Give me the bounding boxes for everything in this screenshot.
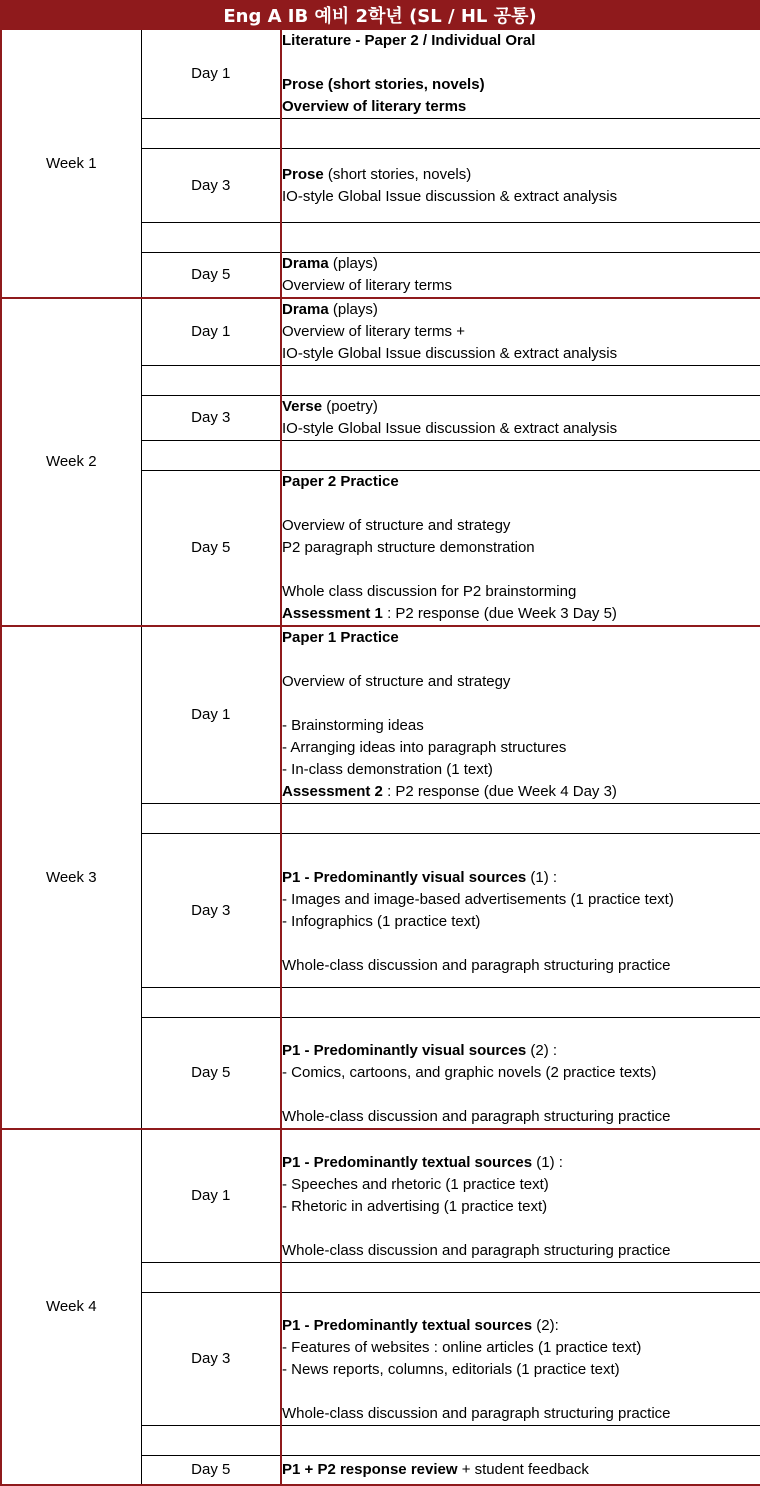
day-label: Day 5 [141,1456,281,1485]
content-line [282,1337,760,1359]
day-row [1,626,760,804]
week-label: Week 3 [1,626,141,1129]
spacer-cell [141,366,281,396]
content-line [282,649,760,671]
content-bold-text: Paper 1 Practice [282,629,399,646]
content-line [282,845,760,867]
day-content [281,834,760,988]
day-content [281,298,760,366]
content-line [282,343,760,365]
spacer-cell [281,441,760,471]
content-bold-text: Verse [282,398,323,415]
content-text: : P2 response (due Week 3 Day 5) [382,605,617,622]
sheet-title: Eng A IB 예비 2학년 (SL / HL 공통) [0,0,760,30]
content-bold-text: Literature - Paper 2 / Individual Oral [282,32,536,49]
content-line [282,559,760,581]
content-text: - Arranging ideas into paragraph structures [282,739,567,756]
day-row [1,30,760,119]
content-bold-text: Assessment 2 [282,783,383,800]
spacer-cell [281,1263,760,1293]
content-line [282,299,760,321]
content-line [282,911,760,933]
day-label: Day 3 [141,149,281,223]
content-line [282,471,760,493]
content-line [282,627,760,649]
content-bold-text: Drama [282,255,329,272]
content-text: - Brainstorming ideas [282,717,424,734]
content-text: (2): [532,1317,559,1334]
content-text: Whole class discussion for P2 brainstorming [282,583,577,600]
week-label: Week 1 [1,30,141,298]
content-text: IO-style Global Issue discussion & extract analysis [282,187,618,205]
content-text: Whole-class discussion and paragraph structuring practice [282,1242,671,1259]
content-text: - Features of websites : online articles (1 practice text) [282,1339,642,1356]
day-label: Day 5 [141,471,281,627]
content-text: Whole-class discussion and paragraph structuring practice [282,1108,671,1125]
content-line [282,52,760,74]
day-content [281,396,760,441]
content-bold-text: Prose [282,165,324,183]
content-text: (2) : [526,1042,558,1059]
spacer-cell [141,1426,281,1456]
day-row [1,1129,760,1263]
day-label: Day 3 [141,396,281,441]
content-bold-text: P1 - Predominantly textual sources [282,1317,533,1334]
content-line [282,1381,760,1403]
content-bold-text: P1 - Predominantly visual sources [282,1042,527,1059]
content-line [282,1174,760,1196]
day-content [281,1456,760,1485]
content-text: Overview of structure and strategy [282,673,511,690]
day-label: Day 5 [141,1018,281,1130]
day-row [1,298,760,366]
content-text: Overview of literary terms [282,277,453,294]
day-label: Day 1 [141,30,281,119]
day-label: Day 5 [141,253,281,299]
content-line [282,781,760,803]
content-text: P2 paragraph structure demonstration [282,539,535,556]
content-text: + student feedback [457,1460,589,1478]
content-text: (short stories, novels) [323,165,472,183]
content-line [282,1152,760,1174]
day-content [281,1293,760,1426]
spacer-cell [141,1263,281,1293]
day-content [281,626,760,804]
content-line [282,1315,760,1337]
content-line [282,164,760,186]
content-line [282,1040,760,1062]
spacer-cell [281,804,760,834]
content-text: (poetry) [322,398,378,415]
content-text: Overview of structure and strategy [282,517,511,534]
content-line [282,1196,760,1218]
day-label: Day 3 [141,1293,281,1426]
spacer-cell [281,119,760,149]
day-content [281,1018,760,1130]
spacer-cell [141,441,281,471]
content-text: - Infographics (1 practice text) [282,912,481,930]
content-line [282,418,760,440]
content-line [282,1218,760,1240]
content-bold-text: Drama [282,301,329,318]
content-line [282,1130,760,1152]
day-label: Day 1 [141,626,281,804]
day-label: Day 1 [141,298,281,366]
content-line [282,1018,760,1040]
content-text: IO-style Global Issue discussion & extract analysis [282,420,618,437]
day-content [281,30,760,119]
content-line [282,1359,760,1381]
content-line [282,30,760,52]
content-line [282,321,760,343]
content-text: - In-class demonstration (1 text) [282,761,493,778]
content-line [282,737,760,759]
content-line [282,1240,760,1262]
content-line [282,933,760,955]
week-label: Week 2 [1,298,141,626]
content-bold-text: P1 - Predominantly visual sources [282,868,527,886]
day-content [281,253,760,299]
content-line [282,253,760,275]
content-line [282,96,760,118]
spacer-cell [281,1426,760,1456]
content-text: - Speeches and rhetoric (1 practice text) [282,1176,549,1193]
content-text: (1) : [526,868,558,886]
content-line [282,603,760,625]
spacer-cell [281,366,760,396]
content-text: (plays) [328,301,378,318]
day-content [281,471,760,627]
content-bold-text: Paper 2 Practice [282,473,399,490]
content-line [282,396,760,418]
content-line [282,275,760,297]
content-line [282,186,760,208]
content-line [282,955,760,977]
content-line [282,1293,760,1315]
content-line [282,889,760,911]
schedule-table [0,30,760,1486]
content-line [282,1106,760,1128]
content-bold-text: P1 - Predominantly textual sources [282,1154,533,1171]
spacer-cell [141,119,281,149]
content-line [282,581,760,603]
day-label: Day 1 [141,1129,281,1263]
content-line [282,537,760,559]
day-content [281,1129,760,1263]
content-line [282,867,760,889]
content-line [282,1062,760,1084]
content-text: - Comics, cartoons, and graphic novels (2 practice texts) [282,1064,657,1081]
content-bold-text: Assessment 1 [282,605,383,622]
content-bold-text: P1 + P2 response review [282,1460,458,1478]
content-text: Overview of literary terms + [282,323,465,340]
content-text: - News reports, columns, editorials (1 practice text) [282,1361,620,1378]
spacer-cell [141,223,281,253]
content-line [282,493,760,515]
content-text: (1) : [532,1154,563,1171]
day-content [281,149,760,223]
day-label: Day 3 [141,834,281,988]
content-line [282,1403,760,1425]
spacer-cell [141,988,281,1018]
content-text: : P2 response (due Week 4 Day 3) [382,783,617,800]
content-line [282,759,760,781]
content-text: - Rhetoric in advertising (1 practice text) [282,1198,548,1215]
content-text: Whole-class discussion and paragraph structuring practice [282,1405,671,1422]
spacer-cell [281,988,760,1018]
spacer-cell [141,804,281,834]
content-text: (plays) [328,255,378,272]
spacer-cell [281,223,760,253]
content-text: Whole-class discussion and paragraph structuring practice [282,956,671,974]
content-line [282,715,760,737]
content-bold-text: Prose (short stories, novels) [282,76,485,93]
content-line [282,74,760,96]
content-text: - Images and image-based advertisements (1 practice text) [282,890,674,908]
content-line [282,515,760,537]
content-bold-text: Overview of literary terms [282,98,467,115]
content-line [282,693,760,715]
content-line [282,1459,760,1481]
content-line [282,671,760,693]
content-line [282,1084,760,1106]
week-label: Week 4 [1,1129,141,1485]
content-text: IO-style Global Issue discussion & extract analysis [282,345,618,362]
